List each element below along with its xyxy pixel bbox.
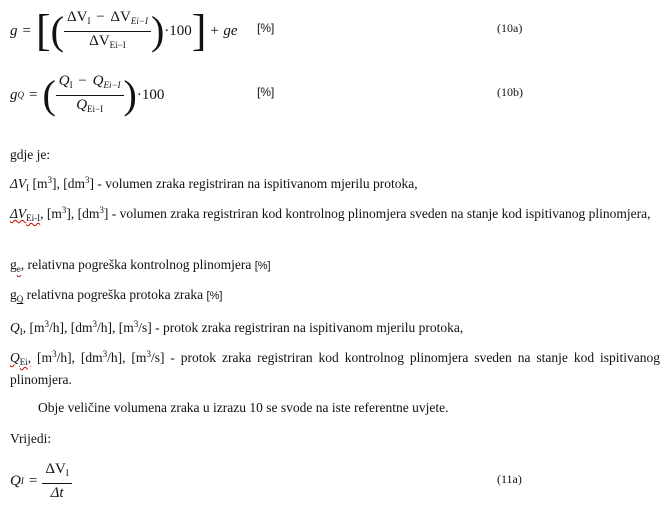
- def6-symbol-sub: Ei: [19, 357, 28, 367]
- def2-sup-b: 3: [99, 205, 104, 215]
- def2-symbol-sub: Ei-I: [26, 213, 41, 223]
- eq11a-equals: =: [28, 472, 38, 489]
- eq11a-den: Δt: [50, 484, 64, 501]
- eq10a-left-bracket: [: [35, 6, 51, 55]
- eq11a-num: ΔV: [45, 460, 66, 477]
- definition-delta-v-ei: [10, 202, 660, 227]
- eq10b-equals: =: [29, 86, 38, 103]
- eq10b-num-a: Q: [58, 72, 70, 89]
- def5-sup-c: 3: [133, 319, 139, 329]
- def1-unit-a: [m: [29, 176, 48, 191]
- eq10b-unit: [%]: [257, 85, 275, 99]
- eq10b-number: (10b): [497, 85, 523, 99]
- def4-unit: [%]: [206, 290, 223, 302]
- def6-unit-a: [m: [31, 350, 53, 365]
- eq10b-num-b: Q: [92, 72, 104, 89]
- def2-unit-b: ], [dm: [66, 206, 100, 221]
- def6-comma: ,: [27, 350, 32, 365]
- def4-symbol: g: [10, 287, 17, 302]
- def1-symbol: ΔV: [10, 176, 27, 191]
- def6-sup-a: 3: [52, 349, 57, 359]
- eq10a-equals: =: [22, 22, 31, 39]
- def5-unit-a: , [m: [22, 320, 45, 335]
- def6-sup-b: 3: [102, 349, 108, 359]
- eq11a-number: (11a): [497, 472, 522, 486]
- equation-11a: [10, 456, 650, 510]
- def3-symbol: g: [10, 257, 17, 272]
- def6-unit-b: /h], [dm: [56, 350, 103, 365]
- eq10a-den: ΔV: [89, 32, 110, 49]
- eq10a-plus-ge: + ge: [209, 22, 238, 39]
- eq10a-fraction: [64, 9, 151, 54]
- eq11a-lhs: Q: [10, 472, 21, 489]
- def2-symbol: ΔV: [10, 206, 27, 221]
- eq10b-fraction: [56, 73, 124, 118]
- def1-sup-b: 3: [85, 175, 90, 185]
- def1-sup-a: 3: [47, 175, 53, 185]
- def6-unit-c: /h], [m: [107, 350, 147, 365]
- equation-10b-formula: [10, 68, 164, 122]
- eq10b-right-paren: ): [123, 72, 137, 117]
- eq10a-num-b-sub: Ei−I: [130, 15, 148, 26]
- eq10a-num-a: ΔV: [66, 8, 88, 25]
- eq10a-minus: −: [96, 8, 105, 25]
- eq10a-den-sub: Ei−I: [109, 39, 126, 50]
- eq10b-num-b-sub: Ei−I: [103, 79, 121, 90]
- def3-comma: ,: [20, 257, 25, 272]
- eq10a-num-a-sub: I: [87, 15, 91, 26]
- def2-text: ] - volumen zraka registriran kod kontrolnog plinomjera sveden na stanje kod ispitivanog plinomjera,: [103, 206, 651, 221]
- eq10b-lhs: g: [10, 86, 18, 103]
- def6-text: /s] - protok zraka registriran kod kontrolnog plinomjera sveden na stanje kod ispitivanog plinomjera.: [10, 350, 661, 387]
- def5-symbol-sub: I: [19, 327, 23, 337]
- def2-sup-a: 3: [61, 205, 67, 215]
- equation-10a-formula: [10, 4, 237, 58]
- def5-text: /s] - protok zraka registriran na ispitivanom mjerilu protoka,: [138, 320, 464, 335]
- eq10a-times100: ·100: [164, 22, 192, 39]
- equation-10b: [10, 68, 650, 122]
- eq10a-unit: [%]: [257, 21, 275, 35]
- eq10b-num-a-sub: I: [69, 79, 73, 90]
- def6-sup-c: 3: [146, 349, 151, 359]
- def1-symbol-sub: I: [26, 183, 30, 193]
- definition-q-ei: [10, 346, 660, 388]
- definition-gq: [10, 286, 660, 308]
- eq10a-left-paren: (: [50, 8, 64, 53]
- eq10b-lhs-sub: Q: [17, 90, 24, 100]
- eq10a-num-b: ΔV: [110, 8, 131, 25]
- eq11a-lhs-sub: I: [20, 476, 24, 486]
- eq10b-left-paren: (: [42, 72, 56, 117]
- def3-unit: [%]: [254, 260, 271, 272]
- def5-sup-a: 3: [44, 319, 49, 329]
- def4-symbol-sub: Q: [16, 294, 24, 304]
- paragraph-reference-conditions: Obje veličine volumena zraka u izrazu 10 se svode na iste referentne uvjete.: [38, 400, 449, 415]
- eq10b-times100: ·100: [136, 86, 165, 103]
- eq10b-den-sub: Ei−I: [87, 103, 104, 114]
- definition-delta-v-i: [10, 172, 660, 197]
- eq10a-right-paren: ): [150, 8, 165, 53]
- def6-symbol: Q: [10, 350, 20, 365]
- valid-label: Vrijedi:: [10, 431, 52, 446]
- def5-symbol: Q: [10, 320, 20, 335]
- equation-11a-formula: [10, 456, 72, 506]
- eq10a-number: (10a): [497, 21, 523, 35]
- eq10a-right-bracket: ]: [191, 6, 207, 55]
- equation-10a: [10, 4, 650, 58]
- where-label: gdje je:: [10, 147, 51, 162]
- def1-unit-b: ], [dm: [52, 176, 86, 191]
- definition-q-i: [10, 316, 660, 341]
- def1-text: ] - volumen zraka registriran na ispitivanom mjerilu protoka,: [89, 176, 418, 191]
- eq10b-minus: −: [78, 72, 87, 89]
- def4-text: relativna pogreška protoka zraka: [23, 287, 207, 302]
- eq10b-den: Q: [76, 96, 88, 113]
- def5-unit-c: /h], [m: [97, 320, 134, 335]
- def5-sup-b: 3: [92, 319, 97, 329]
- definition-ge: [10, 256, 660, 278]
- def2-unit-a: , [m: [40, 206, 62, 221]
- eq11a-fraction: [42, 461, 71, 502]
- def3-text: relativna pogreška kontrolnog plinomjera: [24, 257, 255, 272]
- def5-unit-b: /h], [dm: [49, 320, 93, 335]
- eq11a-num-sub: I: [65, 467, 69, 478]
- def3-symbol-sub: e: [16, 264, 21, 274]
- eq10a-lhs: g: [10, 22, 18, 39]
